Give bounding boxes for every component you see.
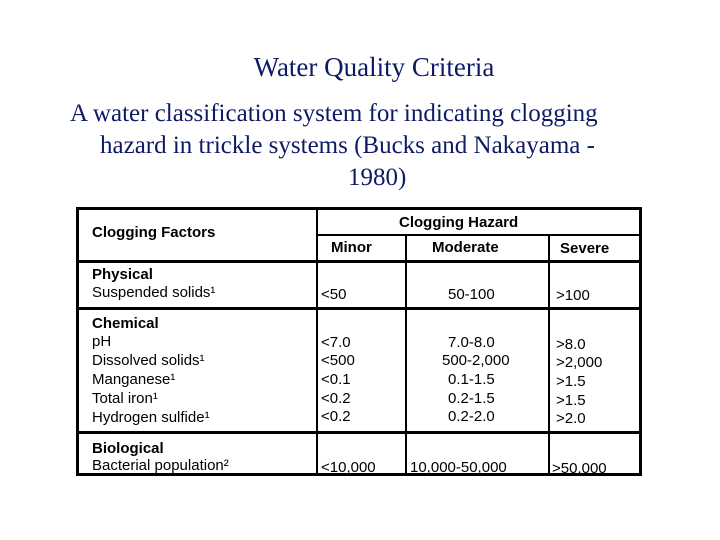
subtitle-line-2: hazard in trickle systems (Bucks and Nakayama -	[100, 132, 595, 159]
value-severe: >8.0	[556, 336, 586, 353]
row-divider-physical	[79, 307, 639, 310]
factor-manganese: Manganese¹	[92, 371, 176, 388]
subtitle-line-3: 1980)	[348, 164, 407, 191]
header-clogging-factors: Clogging Factors	[92, 224, 216, 241]
section-chemical: Chemical	[92, 315, 159, 332]
header-severe: Severe	[560, 240, 610, 257]
row-divider-chemical	[79, 431, 639, 434]
value-severe: >2.0	[556, 410, 586, 427]
value-moderate: 10,000-50,000	[410, 459, 507, 476]
value-minor: <50	[321, 286, 347, 303]
subtitle	[64, 98, 694, 194]
factor-suspended-solids: Suspended solids¹	[92, 284, 216, 301]
value-minor: <0.1	[321, 371, 351, 388]
value-minor: <7.0	[321, 334, 351, 351]
value-severe: >2,000	[556, 354, 603, 371]
factor-total-iron: Total iron¹	[92, 390, 158, 407]
value-moderate: 0.2-2.0	[448, 408, 495, 425]
header-minor: Minor	[331, 239, 372, 256]
col-divider-moderate	[548, 234, 550, 473]
factor-bacterial-population: Bacterial population²	[92, 457, 229, 474]
value-severe: >1.5	[556, 373, 586, 390]
value-severe: >100	[556, 287, 590, 304]
section-physical: Physical	[92, 266, 153, 283]
subtitle-line-1: A water classification system for indicating clogging	[70, 100, 598, 127]
value-moderate: 7.0-8.0	[448, 334, 495, 351]
value-moderate: 50-100	[448, 286, 495, 303]
clogging-hazard-table	[76, 207, 642, 476]
factor-hydrogen-sulfide: Hydrogen sulfide¹	[92, 409, 210, 426]
value-minor: <0.2	[321, 408, 351, 425]
value-minor: <500	[321, 352, 355, 369]
factor-ph: pH	[92, 333, 112, 350]
header-clogging-hazard: Clogging Hazard	[399, 214, 519, 231]
value-severe: >50,000	[552, 460, 607, 477]
header-moderate: Moderate	[432, 239, 499, 256]
factor-dissolved-solids: Dissolved solids¹	[92, 352, 205, 369]
value-severe: >1.5	[556, 392, 586, 409]
row-divider-subheader	[316, 234, 639, 236]
value-moderate: 500-2,000	[442, 352, 510, 369]
page-title: Water Quality Criteria	[253, 52, 495, 82]
value-minor: <10,000	[321, 459, 376, 476]
row-divider-header	[79, 260, 639, 263]
col-divider-minor	[405, 234, 407, 473]
value-moderate: 0.2-1.5	[448, 390, 495, 407]
section-biological: Biological	[92, 440, 164, 457]
value-moderate: 0.1-1.5	[448, 371, 495, 388]
value-minor: <0.2	[321, 390, 351, 407]
